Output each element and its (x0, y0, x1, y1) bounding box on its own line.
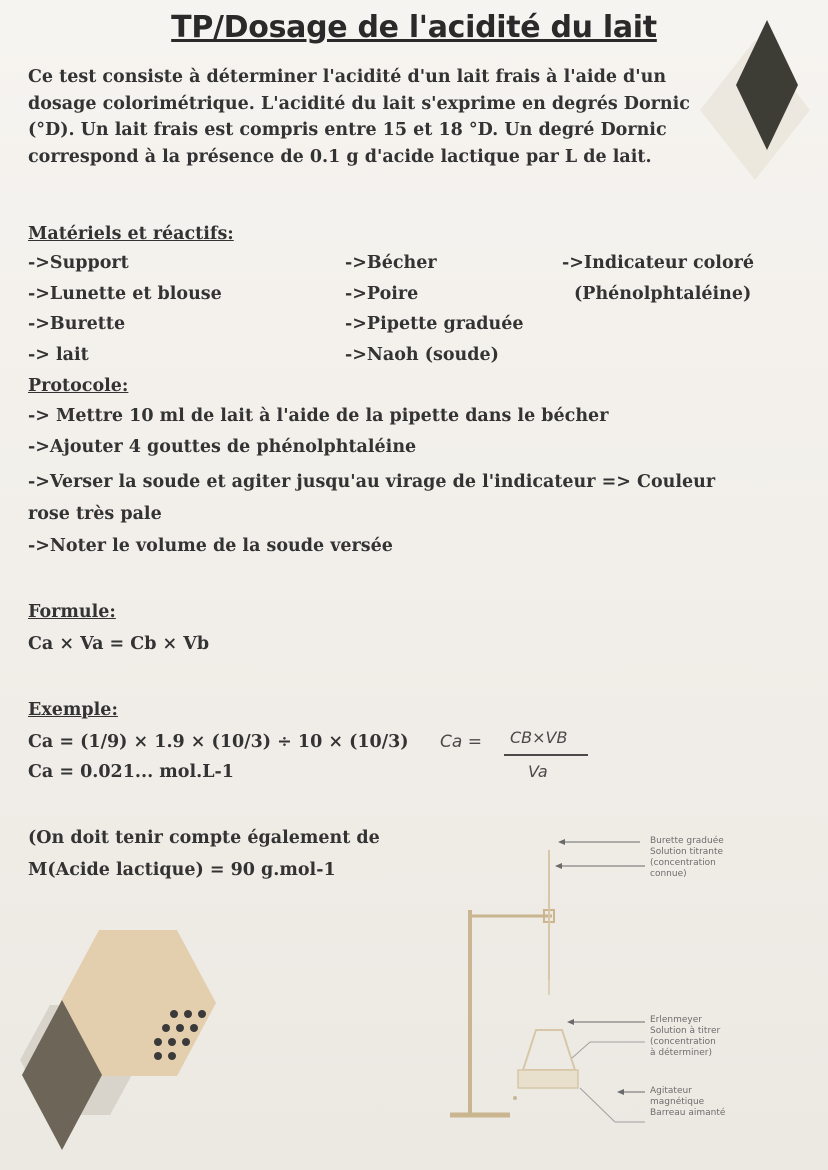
label-line: Erlenmeyer (650, 1015, 702, 1025)
decor-dots (150, 1010, 210, 1068)
leader-titrated-2 (572, 1042, 590, 1058)
material-item: ->Support (28, 253, 129, 273)
arrow-solution (555, 863, 562, 869)
materials-heading: Matériels et réactifs: (28, 224, 234, 244)
label-line: (concentration (650, 1037, 716, 1047)
arrow-burette (558, 839, 565, 845)
protocol-step: rose très pale (28, 504, 162, 524)
stirrer-bar-dot (513, 1096, 517, 1100)
formula-heading: Formule: (28, 602, 116, 622)
label-line: connue) (650, 869, 687, 879)
handwritten-denominator: Va (528, 762, 548, 781)
handwritten-lhs: Ca = (440, 732, 482, 752)
material-item: ->Poire (345, 284, 419, 304)
label-line: magnétique (650, 1097, 705, 1107)
material-item: ->Burette (28, 314, 126, 334)
label-burette (650, 836, 724, 880)
page-title: TP/Dosage de l'acidité du lait (171, 10, 657, 45)
label-line: Solution à titrer (650, 1026, 721, 1036)
leader-bar-2 (580, 1088, 615, 1122)
note-line-1: (On doit tenir compte également de (28, 828, 380, 848)
protocol-step: ->Verser la soude et agiter jusqu'au virage de l'indicateur => Couleur (28, 472, 716, 492)
label-line: à déterminer) (650, 1048, 712, 1058)
example-line-1: Ca = (1/9) × 1.9 × (10/3) ÷ 10 × (10/3) (28, 732, 409, 752)
arrow-flask (567, 1019, 574, 1025)
material-item: ->Pipette graduée (345, 314, 524, 334)
formula-text: Ca × Va = Cb × Vb (28, 634, 210, 654)
magnetic-stirrer (518, 1070, 578, 1088)
label-line: Solution titrante (650, 847, 724, 857)
intro-paragraph: Ce test consiste à déterminer l'acidité d'un lait frais à l'aide d'un dosage colorimétrique. L'acidité du lait s'exprime en degrés Dornic (°D). Un lait frais est compris entre 15 et 18 °D. Un degré Dornic correspond à la présence de 0.1 g d'acide lactique par L de lait. (28, 67, 690, 167)
protocol-heading: Protocole: (28, 376, 129, 396)
protocol-step: ->Noter le volume de la soude versée (28, 536, 393, 556)
label-flask (650, 1015, 720, 1059)
material-item: ->Naoh (soude) (345, 345, 499, 365)
handwritten-numerator: CB×VB (510, 728, 568, 747)
material-item: -> lait (28, 345, 89, 365)
example-line-2: Ca = 0.021... mol.L-1 (28, 762, 234, 782)
label-line: Agitateur (650, 1086, 692, 1096)
label-line: (concentration (650, 858, 716, 868)
material-item: ->Lunette et blouse (28, 284, 222, 304)
label-line: Barreau aimanté (650, 1108, 726, 1118)
note-line-2: M(Acide lactique) = 90 g.mol-1 (28, 860, 336, 880)
label-line: Burette graduée (650, 836, 724, 846)
material-item: (Phénolphtaléine) (574, 284, 752, 304)
example-heading: Exemple: (28, 700, 118, 720)
protocol-step: -> Mettre 10 ml de lait à l'aide de la pipette dans le bécher (28, 406, 609, 426)
material-item: ->Bécher (345, 253, 437, 273)
erlenmeyer-flask (523, 1030, 575, 1070)
arrow-stirrer (617, 1089, 624, 1095)
fraction-bar (504, 754, 588, 756)
material-item: ->Indicateur coloré (562, 253, 754, 273)
protocol-step: ->Ajouter 4 gouttes de phénolphtaléine (28, 437, 417, 457)
label-stirrer (650, 1086, 725, 1119)
